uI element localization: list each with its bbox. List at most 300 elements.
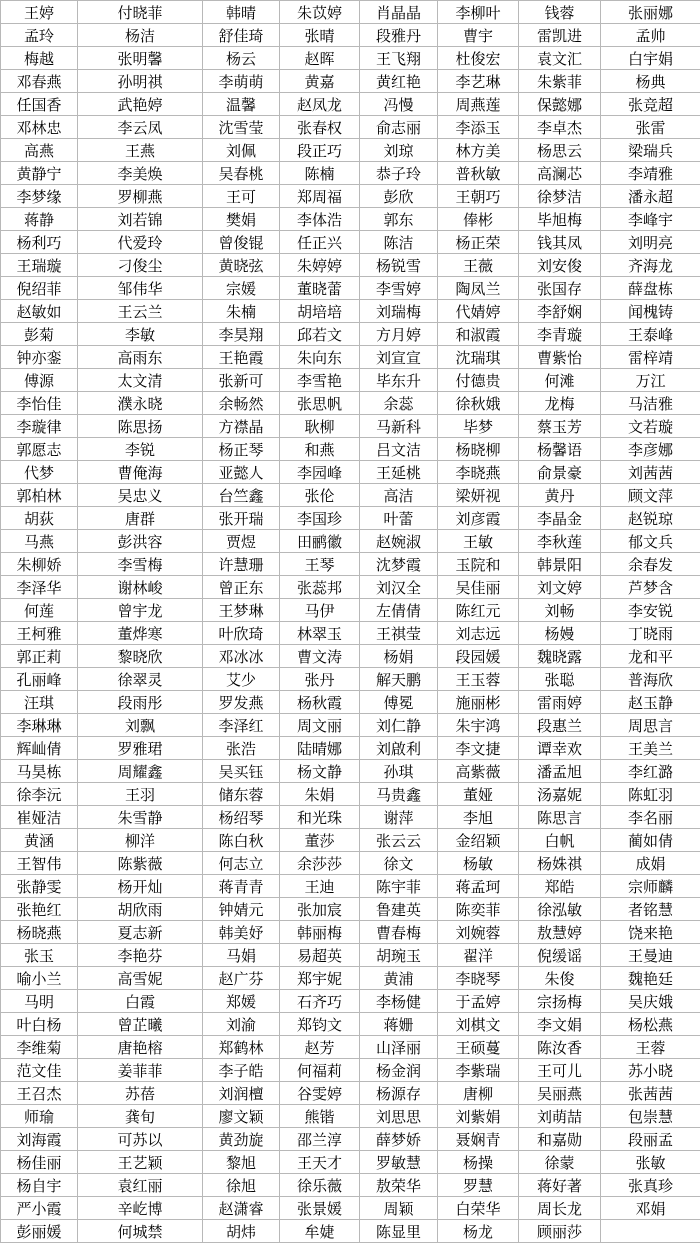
name-cell: 吴买钰 [203, 760, 280, 783]
name-cell: 熊锴 [280, 1105, 360, 1128]
name-cell: 顾文萍 [601, 484, 700, 507]
name-cell: 李美焕 [78, 162, 203, 185]
name-cell: 朱紫菲 [519, 70, 601, 93]
name-cell: 杨秋霞 [280, 691, 360, 714]
name-cell: 李晓燕 [438, 461, 519, 484]
name-cell: 田鹂徽 [280, 530, 360, 553]
name-cell: 毕梦 [438, 415, 519, 438]
name-cell: 耿柳 [280, 415, 360, 438]
name-cell: 辛屹博 [78, 1197, 203, 1220]
name-cell: 刘茜茜 [601, 461, 700, 484]
name-cell: 段惠兰 [519, 714, 601, 737]
name-cell: 张晴 [280, 24, 360, 47]
name-cell: 喻小兰 [1, 967, 78, 990]
name-cell: 王泰峰 [601, 323, 700, 346]
name-cell: 马伊 [280, 599, 360, 622]
name-cell: 顾丽莎 [519, 1220, 601, 1243]
name-cell: 罗柳燕 [78, 185, 203, 208]
name-cell: 魏艳廷 [601, 967, 700, 990]
name-cell: 王延桃 [360, 461, 438, 484]
name-cell: 朱苡婷 [280, 1, 360, 24]
name-cell: 刘思思 [360, 1105, 438, 1128]
name-cell: 杨晓柳 [438, 438, 519, 461]
name-cell: 余畅然 [203, 392, 280, 415]
name-cell: 谭幸欢 [519, 737, 601, 760]
name-cell: 储东蓉 [203, 783, 280, 806]
name-cell: 刘润檀 [203, 1082, 280, 1105]
name-cell: 朱俊 [519, 967, 601, 990]
name-cell: 陈宇菲 [360, 875, 438, 898]
name-cell: 王艳霞 [203, 346, 280, 369]
name-cell: 李泽华 [1, 576, 78, 599]
name-cell: 刘安俊 [519, 254, 601, 277]
name-cell: 李杨健 [360, 990, 438, 1013]
name-cell: 蒋孟珂 [438, 875, 519, 898]
name-cell: 余蕊 [360, 392, 438, 415]
name-cell: 成娟 [601, 852, 700, 875]
name-cell: 周文丽 [280, 714, 360, 737]
name-cell: 李泽红 [203, 714, 280, 737]
name-cell: 龙和平 [601, 645, 700, 668]
name-cell: 吴丽燕 [519, 1082, 601, 1105]
name-cell: 石齐巧 [280, 990, 360, 1013]
name-cell: 张茜茜 [601, 1082, 700, 1105]
name-cell: 邹伟华 [78, 277, 203, 300]
name-cell: 郑宇妮 [280, 967, 360, 990]
name-cell: 武艳婷 [78, 93, 203, 116]
name-cell: 陈虹羽 [601, 783, 700, 806]
name-cell: 陈思扬 [78, 415, 203, 438]
name-cell: 张竞超 [601, 93, 700, 116]
name-cell: 王玉蓉 [438, 668, 519, 691]
name-cell: 王燕 [78, 139, 203, 162]
name-cell: 苏小晓 [601, 1059, 700, 1082]
name-cell: 薛梦娇 [360, 1128, 438, 1151]
name-cell: 张景媛 [280, 1197, 360, 1220]
name-cell: 严小霞 [1, 1197, 78, 1220]
name-cell: 李国珍 [280, 507, 360, 530]
name-cell: 玉院和 [438, 553, 519, 576]
name-cell: 李安锐 [601, 599, 700, 622]
name-cell: 黄涵 [1, 829, 78, 852]
name-cell: 张思帆 [280, 392, 360, 415]
name-cell: 刘汉全 [360, 576, 438, 599]
name-cell: 杨自宇 [1, 1174, 78, 1197]
name-cell: 宗扬梅 [519, 990, 601, 1013]
name-cell: 吕文洁 [360, 438, 438, 461]
name-cell: 周耀鑫 [78, 760, 203, 783]
name-cell: 崔娅洁 [1, 806, 78, 829]
name-cell: 张丹 [280, 668, 360, 691]
name-cell: 朱宇鸿 [438, 714, 519, 737]
name-cell: 高燕 [1, 139, 78, 162]
name-cell: 韩丽梅 [280, 921, 360, 944]
name-cell: 刘萌喆 [519, 1105, 601, 1128]
name-cell: 叶白杨 [1, 1013, 78, 1036]
name-cell: 黄嘉 [280, 70, 360, 93]
name-cell: 曾芷曦 [78, 1013, 203, 1036]
name-cell: 彭菊 [1, 323, 78, 346]
name-cell: 李梦缘 [1, 185, 78, 208]
name-cell: 刘棋文 [438, 1013, 519, 1036]
name-cell: 郑皓 [519, 875, 601, 898]
name-cell: 付晓菲 [78, 1, 203, 24]
name-cell: 周颖 [360, 1197, 438, 1220]
name-cell: 龙梅 [519, 392, 601, 415]
name-cell: 和淑霞 [438, 323, 519, 346]
name-cell: 刘琼 [360, 139, 438, 162]
name-cell: 孙琪 [360, 760, 438, 783]
name-cell: 蒋青青 [203, 875, 280, 898]
name-cell: 徐秋娥 [438, 392, 519, 415]
name-cell: 朱婷婷 [280, 254, 360, 277]
name-cell: 徐旭 [203, 1174, 280, 1197]
name-cell: 李文娟 [519, 1013, 601, 1036]
name-cell: 齐海龙 [601, 254, 700, 277]
name-cell: 郭正莉 [1, 645, 78, 668]
name-cell: 王智伟 [1, 852, 78, 875]
name-cell: 曹紫怡 [519, 346, 601, 369]
name-cell: 杨嫚 [519, 622, 601, 645]
name-cell: 钱蓉 [519, 1, 601, 24]
name-cell: 王天才 [280, 1151, 360, 1174]
name-cell: 台竺鑫 [203, 484, 280, 507]
name-cell: 万江 [601, 369, 700, 392]
name-cell: 王瑞璇 [1, 254, 78, 277]
name-cell: 李添玉 [438, 116, 519, 139]
name-cell: 易超英 [280, 944, 360, 967]
name-cell: 毕旭梅 [519, 208, 601, 231]
name-cell: 刘彦霞 [438, 507, 519, 530]
name-cell: 钟亦銮 [1, 346, 78, 369]
name-cell: 杨文静 [280, 760, 360, 783]
name-cell: 赵敏如 [1, 300, 78, 323]
name-cell: 苏蓓 [78, 1082, 203, 1105]
name-cell: 杨洁 [78, 24, 203, 47]
name-cell: 胡培培 [280, 300, 360, 323]
name-cell: 俞景豪 [519, 461, 601, 484]
name-cell: 梅越 [1, 47, 78, 70]
name-cell: 鲁建英 [360, 898, 438, 921]
name-cell: 朱楠 [203, 300, 280, 323]
name-cell: 李秋莲 [519, 530, 601, 553]
name-cell: 郭柏林 [1, 484, 78, 507]
name-cell: 李维菊 [1, 1036, 78, 1059]
name-cell: 王敏 [438, 530, 519, 553]
name-cell: 陈红元 [438, 599, 519, 622]
name-cell: 邓娟 [601, 1197, 700, 1220]
name-cell: 山泽丽 [360, 1036, 438, 1059]
name-cell: 沈梦霞 [360, 553, 438, 576]
name-cell: 王柯雅 [1, 622, 78, 645]
name-cell: 代爱玲 [78, 231, 203, 254]
name-cell: 何福莉 [280, 1059, 360, 1082]
name-cell: 张春权 [280, 116, 360, 139]
name-cell: 张艳红 [1, 898, 78, 921]
name-cell: 马新科 [360, 415, 438, 438]
name-cell: 樊娟 [203, 208, 280, 231]
name-cell: 彭丽媛 [1, 1220, 78, 1243]
name-cell: 汤嘉妮 [519, 783, 601, 806]
name-cell: 杜俊宏 [438, 47, 519, 70]
name-cell: 刘畅 [519, 599, 601, 622]
name-cell: 郁文兵 [601, 530, 700, 553]
name-cell: 曾俊锟 [203, 231, 280, 254]
name-cell: 刘飘 [78, 714, 203, 737]
name-cell: 徐文 [360, 852, 438, 875]
name-cell: 李晓琴 [438, 967, 519, 990]
name-cell: 傅冕 [360, 691, 438, 714]
name-cell: 高雪妮 [78, 967, 203, 990]
name-cell: 亚懿人 [203, 461, 280, 484]
name-cell: 者铭慧 [601, 898, 700, 921]
name-cell: 解天鹏 [360, 668, 438, 691]
name-cell: 王硕蔓 [438, 1036, 519, 1059]
name-cell: 刘瑞梅 [360, 300, 438, 323]
name-cell: 毕东升 [360, 369, 438, 392]
name-cell: 龚旬 [78, 1105, 203, 1128]
name-cell: 刘婉蓉 [438, 921, 519, 944]
name-cell: 普海欣 [601, 668, 700, 691]
name-cell: 陈汝香 [519, 1036, 601, 1059]
name-cell: 杨利巧 [1, 231, 78, 254]
name-cell: 李雪艳 [280, 369, 360, 392]
name-cell: 朱向东 [280, 346, 360, 369]
name-cell: 袁文汇 [519, 47, 601, 70]
name-cell: 赵玉静 [601, 691, 700, 714]
name-cell: 王云兰 [78, 300, 203, 323]
name-cell: 姜菲菲 [78, 1059, 203, 1082]
name-cell: 杨松燕 [601, 1013, 700, 1036]
name-cell: 左倩倩 [360, 599, 438, 622]
name-cell: 邵兰淳 [280, 1128, 360, 1151]
name-cell: 王曼迪 [601, 944, 700, 967]
name-cell: 王蓉 [601, 1036, 700, 1059]
name-cell: 李靖雅 [601, 162, 700, 185]
name-cell: 张国存 [519, 277, 601, 300]
name-cell: 白荣华 [438, 1197, 519, 1220]
name-cell: 薛盘栋 [601, 277, 700, 300]
name-cell: 代婧婷 [438, 300, 519, 323]
name-cell: 陈思言 [519, 806, 601, 829]
name-cell: 黄晓弦 [203, 254, 280, 277]
name-cell: 曹宇 [438, 24, 519, 47]
name-cell: 付德贵 [438, 369, 519, 392]
name-cell: 闻槐铸 [601, 300, 700, 323]
name-cell: 胡荻 [1, 507, 78, 530]
name-cell: 李敏 [78, 323, 203, 346]
name-cell: 李峰宇 [601, 208, 700, 231]
name-cell: 余春发 [601, 553, 700, 576]
name-cell: 杨操 [438, 1151, 519, 1174]
name-cell: 黄静宁 [1, 162, 78, 185]
name-cell: 恭子玲 [360, 162, 438, 185]
name-cell: 李萌萌 [203, 70, 280, 93]
name-cell: 赵婉淑 [360, 530, 438, 553]
name-cell: 代梦 [1, 461, 78, 484]
name-cell: 刘佩 [203, 139, 280, 162]
name-cell: 董娅 [438, 783, 519, 806]
name-cell: 杨源存 [360, 1082, 438, 1105]
name-cell: 赵晖 [280, 47, 360, 70]
name-cell: 张玉 [1, 944, 78, 967]
name-cell: 杨绍琴 [203, 806, 280, 829]
name-cell: 刁俊尘 [78, 254, 203, 277]
name-cell: 徐泓敏 [519, 898, 601, 921]
name-cell: 王琴 [280, 553, 360, 576]
name-cell: 高紫薇 [438, 760, 519, 783]
name-cell: 杨思云 [519, 139, 601, 162]
name-cell: 吴忠义 [78, 484, 203, 507]
name-cell: 李艺琳 [438, 70, 519, 93]
name-cell: 孟帅 [601, 24, 700, 47]
name-cell: 沈雪莹 [203, 116, 280, 139]
name-cell: 贾煜 [203, 530, 280, 553]
name-cell: 敖慧婷 [519, 921, 601, 944]
name-cell: 李璇律 [1, 415, 78, 438]
name-cell: 白宇娟 [601, 47, 700, 70]
name-cell: 陆晴娜 [280, 737, 360, 760]
name-cell: 施丽彬 [438, 691, 519, 714]
name-cell: 李子皓 [203, 1059, 280, 1082]
name-cell: 邓冰冰 [203, 645, 280, 668]
name-cell: 李名丽 [601, 806, 700, 829]
name-cell: 傅源 [1, 369, 78, 392]
name-cell: 李锐 [78, 438, 203, 461]
name-cell: 宗师麟 [601, 875, 700, 898]
name-cell: 包崇慧 [601, 1105, 700, 1128]
name-cell: 温馨 [203, 93, 280, 116]
name-cell: 曾宇龙 [78, 599, 203, 622]
name-cell: 李卓杰 [519, 116, 601, 139]
name-cell: 普秋敏 [438, 162, 519, 185]
name-cell: 董烨寒 [78, 622, 203, 645]
name-cell: 杨龙 [438, 1220, 519, 1243]
name-cell: 马燕 [1, 530, 78, 553]
name-cell: 杨姝祺 [519, 852, 601, 875]
name-cell: 文若璇 [601, 415, 700, 438]
name-cell: 郑钧文 [280, 1013, 360, 1036]
name-cell: 冯慢 [360, 93, 438, 116]
name-cell: 蒋好著 [519, 1174, 601, 1197]
name-cell: 李彦娜 [601, 438, 700, 461]
name-cell: 朱柳娇 [1, 553, 78, 576]
name-cell: 任国香 [1, 93, 78, 116]
name-cell: 赵锐琼 [601, 507, 700, 530]
name-cell: 段雨彤 [78, 691, 203, 714]
name-cell: 白霞 [78, 990, 203, 1013]
name-cell: 艾少 [203, 668, 280, 691]
name-cell: 蒋静 [1, 208, 78, 231]
name-cell: 郭愿志 [1, 438, 78, 461]
name-cell: 许慧珊 [203, 553, 280, 576]
name-cell: 邓林忠 [1, 116, 78, 139]
name-cell: 刘志远 [438, 622, 519, 645]
name-cell: 叶欣琦 [203, 622, 280, 645]
name-cell: 袁红丽 [78, 1174, 203, 1197]
name-cell: 雷梓靖 [601, 346, 700, 369]
name-cell: 保懿娜 [519, 93, 601, 116]
name-cell: 太文清 [78, 369, 203, 392]
name-cell: 邱若文 [280, 323, 360, 346]
name-cell: 辉屾倩 [1, 737, 78, 760]
name-cell: 李雪婷 [360, 277, 438, 300]
name-cell: 张敏 [601, 1151, 700, 1174]
name-cell: 陈白秋 [203, 829, 280, 852]
name-cell: 刘紫娟 [438, 1105, 519, 1128]
name-cell: 杨娟 [360, 645, 438, 668]
name-cell: 汪琪 [1, 691, 78, 714]
name-cell: 唐艳榕 [78, 1036, 203, 1059]
name-cell: 徐李沅 [1, 783, 78, 806]
name-cell: 余莎莎 [280, 852, 360, 875]
name-cell: 杨晓燕 [1, 921, 78, 944]
name-cell: 董莎 [280, 829, 360, 852]
name-cell: 陈紫薇 [78, 852, 203, 875]
name-cell: 周长龙 [519, 1197, 601, 1220]
name-cell: 陶凤兰 [438, 277, 519, 300]
name-cell: 李云凤 [78, 116, 203, 139]
name-cell: 张新可 [203, 369, 280, 392]
name-cell: 陈显里 [360, 1220, 438, 1243]
name-cell: 胡琬玉 [360, 944, 438, 967]
name-cell: 段丽孟 [601, 1128, 700, 1151]
name-cell: 韩晴 [203, 1, 280, 24]
name-cell: 谷雯婷 [280, 1082, 360, 1105]
name-cell: 郭东 [360, 208, 438, 231]
name-cell: 张明馨 [78, 47, 203, 70]
name-cell: 胡炜 [203, 1220, 280, 1243]
name-cell: 李柳叶 [438, 1, 519, 24]
name-cell: 黄浦 [360, 967, 438, 990]
name-cell: 李昊翔 [203, 323, 280, 346]
name-cell: 和光珠 [280, 806, 360, 829]
name-cell: 徐梦洁 [519, 185, 601, 208]
name-cell: 方月婷 [360, 323, 438, 346]
name-cell: 张加宸 [280, 898, 360, 921]
name-cell: 何志立 [203, 852, 280, 875]
name-cell: 刘海霞 [1, 1128, 78, 1151]
name-cell: 王迪 [280, 875, 360, 898]
name-cell: 胡欣雨 [78, 898, 203, 921]
name-cell: 梁妍视 [438, 484, 519, 507]
name-cell: 邓春燕 [1, 70, 78, 93]
name-cell: 陈奕菲 [438, 898, 519, 921]
name-cell: 吴春桃 [203, 162, 280, 185]
name-cell: 王可 [203, 185, 280, 208]
name-cell: 潘孟旭 [519, 760, 601, 783]
name-cell: 蒋姗 [360, 1013, 438, 1036]
name-cell: 何莲 [1, 599, 78, 622]
name-cell: 刘啟利 [360, 737, 438, 760]
name-cell: 牟婕 [280, 1220, 360, 1243]
name-cell: 王可儿 [519, 1059, 601, 1082]
name-cell: 李艳芬 [78, 944, 203, 967]
name-cell: 白帆 [519, 829, 601, 852]
name-cell: 何城禁 [78, 1220, 203, 1243]
name-cell: 高雨东 [78, 346, 203, 369]
name-cell: 陈洁 [360, 231, 438, 254]
name-cell: 杨开灿 [78, 875, 203, 898]
name-cell: 杨云 [203, 47, 280, 70]
name-cell: 俞志丽 [360, 116, 438, 139]
name-cell: 刘渝 [203, 1013, 280, 1036]
name-cell: 柳洋 [78, 829, 203, 852]
name-cell: 李怡佳 [1, 392, 78, 415]
name-cell: 何滩 [519, 369, 601, 392]
name-cell: 马明 [1, 990, 78, 1013]
name-cell: 张静雯 [1, 875, 78, 898]
